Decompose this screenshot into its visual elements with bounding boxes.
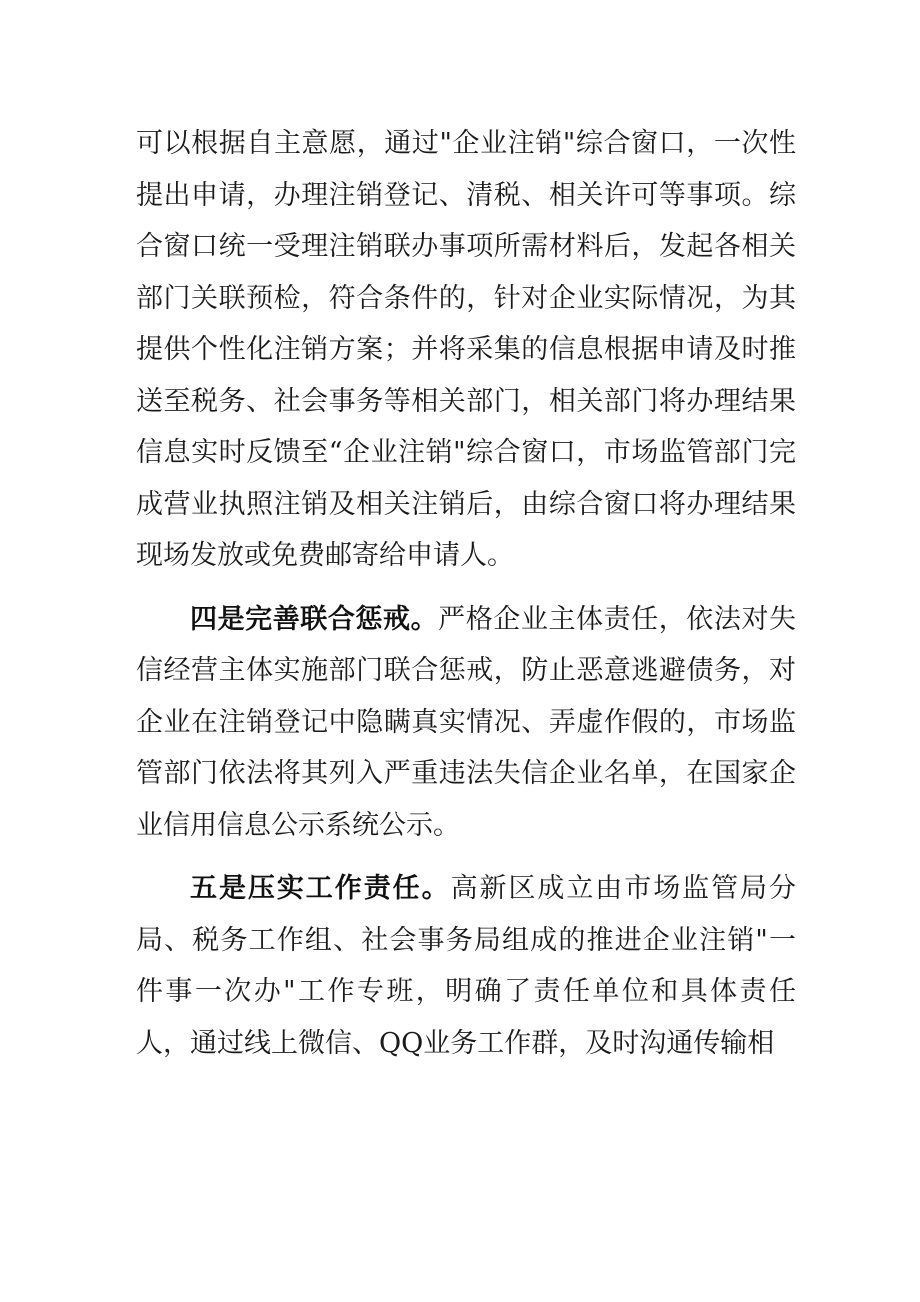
- paragraph-joint-punishment: [136, 594, 796, 852]
- paragraph-registration-window: [136, 118, 796, 582]
- paragraph-work-responsibility: [136, 863, 796, 1069]
- paragraph-heading: 四是完善联合惩戒。: [190, 603, 439, 635]
- paragraph-text: 可以根据自主意愿，通过"企业注销"综合窗口，一次性提出申请，办理注销登记、清税、相关许可等事项。综合窗口统一受理注销联办事项所需材料后，发起各相关部门关联预检，符合条件的，针对企业实际情况，为其提供个性化注销方案；并将采集的信息根据申请及时推送至税务、社会事务等相关部门，相关部门将办理结果信息实时反馈至“企业注销"综合窗口，市场监管部门完成营业执照注销及相关注销后，由综合窗口将办理结果现场发放或免费邮寄给申请人。: [136, 128, 796, 571]
- paragraph-text: 严格企业主体责任，依法对失信经营主体实施部门联合惩戒，防止恶意逃避债务，对企业在注销登记中隐瞒真实情况、弄虚作假的，市场监管部门依法将其列入严重违法失信企业名单，在国家企业信用信息公示系统公示。: [136, 603, 797, 841]
- document-body: [136, 118, 796, 1069]
- paragraph-heading: 五是压实工作责任。: [190, 873, 451, 904]
- paragraph-text: 高新区成立由市场监管局分局、税务工作组、社会事务局组成的推进企业注销"一件事一次办"工作专班，明确了责任单位和具体责任人，通过线上微信、QQ业务工作群，及时沟通传输相: [136, 873, 797, 1059]
